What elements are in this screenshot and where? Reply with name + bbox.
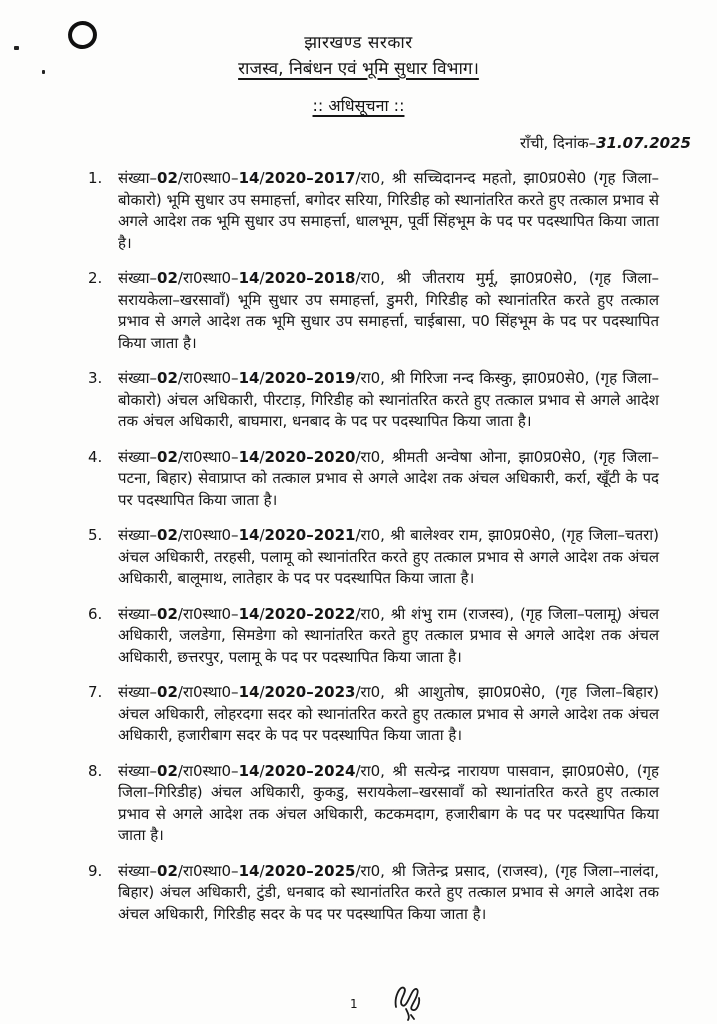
order-list xyxy=(0,168,717,925)
date-value: 31.07.2025 xyxy=(596,134,691,152)
item-number: 5. xyxy=(88,526,103,544)
ink-speck xyxy=(14,46,19,50)
order-item xyxy=(88,525,659,590)
item-reference: संख्या–02/रा0स्था0–14/2020–2017/रा0, xyxy=(118,169,385,187)
ink-speck xyxy=(42,70,45,74)
item-text xyxy=(118,168,659,254)
page-number: 1 xyxy=(350,997,358,1011)
order-item xyxy=(88,761,659,847)
item-order-text: श्री गिरिजा नन्द किस्कु, झा0प्र0से0, (गृह जिला–बोकारो) अंचल अधिकारी, पीरटाड़, गिरिडीह को स्थानांतरित करते हुए तत्काल प्रभाव से अगले आदेश तक अंचल अधिकारी, बाघमारा, धनबाद के पद पर पदस्थापित किया जाता है। xyxy=(118,369,659,430)
item-number: 1. xyxy=(88,169,103,187)
item-text xyxy=(118,861,659,926)
place-date-line xyxy=(0,133,717,153)
order-item xyxy=(88,168,659,254)
item-order-text: श्री सत्येन्द्र नारायण पासवान, झा0प्र0से0, (गृह जिला–गिरिडीह) अंचल अधिकारी, कुकडु, सरायकेला–खरसावाँ को स्थानांतरित करते हुए तत्काल प्रभाव से अगले आदेश तक अंचल अधिकारी, कटकमदाग, हजारीबाग के पद पर पदस्थापित किया जाता है। xyxy=(118,761,659,844)
order-item xyxy=(88,268,659,354)
item-number: 3. xyxy=(88,369,103,387)
item-text xyxy=(118,604,659,669)
item-text xyxy=(118,447,659,512)
government-title: झारखण्ड सरकार xyxy=(304,33,413,53)
item-order-text: श्री सच्चिदानन्द महतो, झा0प्र0से0 (गृह जिला–बोकारो) भूमि सुधार उप समाहर्त्ता, बगोदर सरिया, गिरिडीह को स्थानांतरित करते हुए तत्काल प्रभाव से अगले आदेश तक भूमि सुधार उप समाहर्त्ता, धालभूम, पूर्वी सिंहभूम के पद पर पदस्थापित किया जाता है। xyxy=(118,169,659,252)
item-order-text: श्री बालेश्वर राम, झा0प्र0से0, (गृह जिला–चतरा) अंचल अधिकारी, तरहसी, पलामू को स्थानांतरित करते हुए तत्काल प्रभाव से अगले आदेश तक अंचल अधिकारी, बालूमाथ, लातेहार के पद पर पदस्थापित किया जाता है। xyxy=(118,526,659,587)
item-reference: संख्या–02/रा0स्था0–14/2020–2023/रा0, xyxy=(118,683,385,701)
document-header xyxy=(0,0,717,116)
item-reference: संख्या–02/रा0स्था0–14/2020–2022/रा0, xyxy=(118,604,385,623)
order-item xyxy=(88,604,659,669)
item-order-text: श्री आशुतोष, झा0प्र0से0, (गृह जिला–बिहार) अंचल अधिकारी, लोहरदगा सदर को स्थानांतरित करते हुए तत्काल प्रभाव से अगले आदेश तक अंचल अधिकारी, हजारीबाग सदर के पद पर पदस्थापित किया जाता है। xyxy=(118,683,659,744)
item-number: 7. xyxy=(88,683,103,701)
item-reference: संख्या–02/रा0स्था0–14/2020–2019/रा0, xyxy=(118,369,385,387)
item-order-text: श्रीमती अन्वेषा ओना, झा0प्र0से0, (गृह जिला–पटना, बिहार) सेवाप्राप्त को तत्काल प्रभाव से अगले आदेश तक अंचल अधिकारी, कर्रा, खूँटी के पद पर पदस्थापित किया जाता है। xyxy=(118,447,659,509)
item-reference: संख्या–02/रा0स्था0–14/2020–2024/रा0, xyxy=(118,761,385,780)
item-number: 8. xyxy=(88,761,103,780)
item-text xyxy=(118,268,659,354)
order-item xyxy=(88,682,659,747)
item-reference: संख्या–02/रा0स्था0–14/2020–2021/रा0, xyxy=(118,526,385,544)
item-reference: संख्या–02/रा0स्था0–14/2020–2018/रा0, xyxy=(118,269,385,287)
order-item xyxy=(88,861,659,926)
item-order-text: श्री शंभु राम (राजस्व), (गृह जिला–पलामू) अंचल अधिकारी, जलडेगा, सिमडेगा को स्थानांतरित करते हुए तत्काल प्रभाव से अगले आदेश तक अंचल अधिकारी, छत्तरपुर, पलामू के पद पर पदस्थापित किया जाता है। xyxy=(118,604,659,666)
place-date-prefix: राँची, दिनांक– xyxy=(520,134,597,152)
item-order-text: श्री जीतराय मुर्मू, झा0प्र0से0, (गृह जिला–सरायकेला–खरसावाँ) भूमि सुधार उप समाहर्त्ता, डुमरी, गिरिडीह को स्थानांतरित करते हुए तत्काल प्रभाव से अगले आदेश तक भूमि सुधार उप समाहर्त्ता, चाईबासा, प0 सिंहभूम के पद पर पदस्थापित किया जाता है। xyxy=(118,269,659,352)
item-number: 4. xyxy=(88,447,103,466)
signature-scribble xyxy=(386,979,428,1023)
item-reference: संख्या–02/रा0स्था0–14/2020–2020/रा0, xyxy=(118,447,385,466)
item-text xyxy=(118,368,659,433)
department-title: राजस्व, निबंधन एवं भूमि सुधार विभाग। xyxy=(238,59,479,79)
order-item xyxy=(88,447,659,512)
item-reference: संख्या–02/रा0स्था0–14/2020–2025/रा0, xyxy=(118,861,385,880)
item-text xyxy=(118,682,659,747)
notification-heading: :: अधिसूचना :: xyxy=(312,96,405,115)
item-number: 2. xyxy=(88,269,103,287)
item-text xyxy=(118,761,659,847)
page-footer xyxy=(0,978,717,1024)
item-number: 9. xyxy=(88,861,103,880)
item-order-text: श्री जितेन्द्र प्रसाद, (राजस्व), (गृह जिला–नालंदा, बिहार) अंचल अधिकारी, टुंडी, धनबाद को स्थानांतरित करते हुए तत्काल प्रभाव से अगले आदेश तक अंचल अधिकारी, गिरिडीह सदर के पद पर पदस्थापित किया जाता है। xyxy=(118,861,659,923)
item-text xyxy=(118,525,659,590)
order-item xyxy=(88,368,659,433)
item-number: 6. xyxy=(88,604,103,623)
